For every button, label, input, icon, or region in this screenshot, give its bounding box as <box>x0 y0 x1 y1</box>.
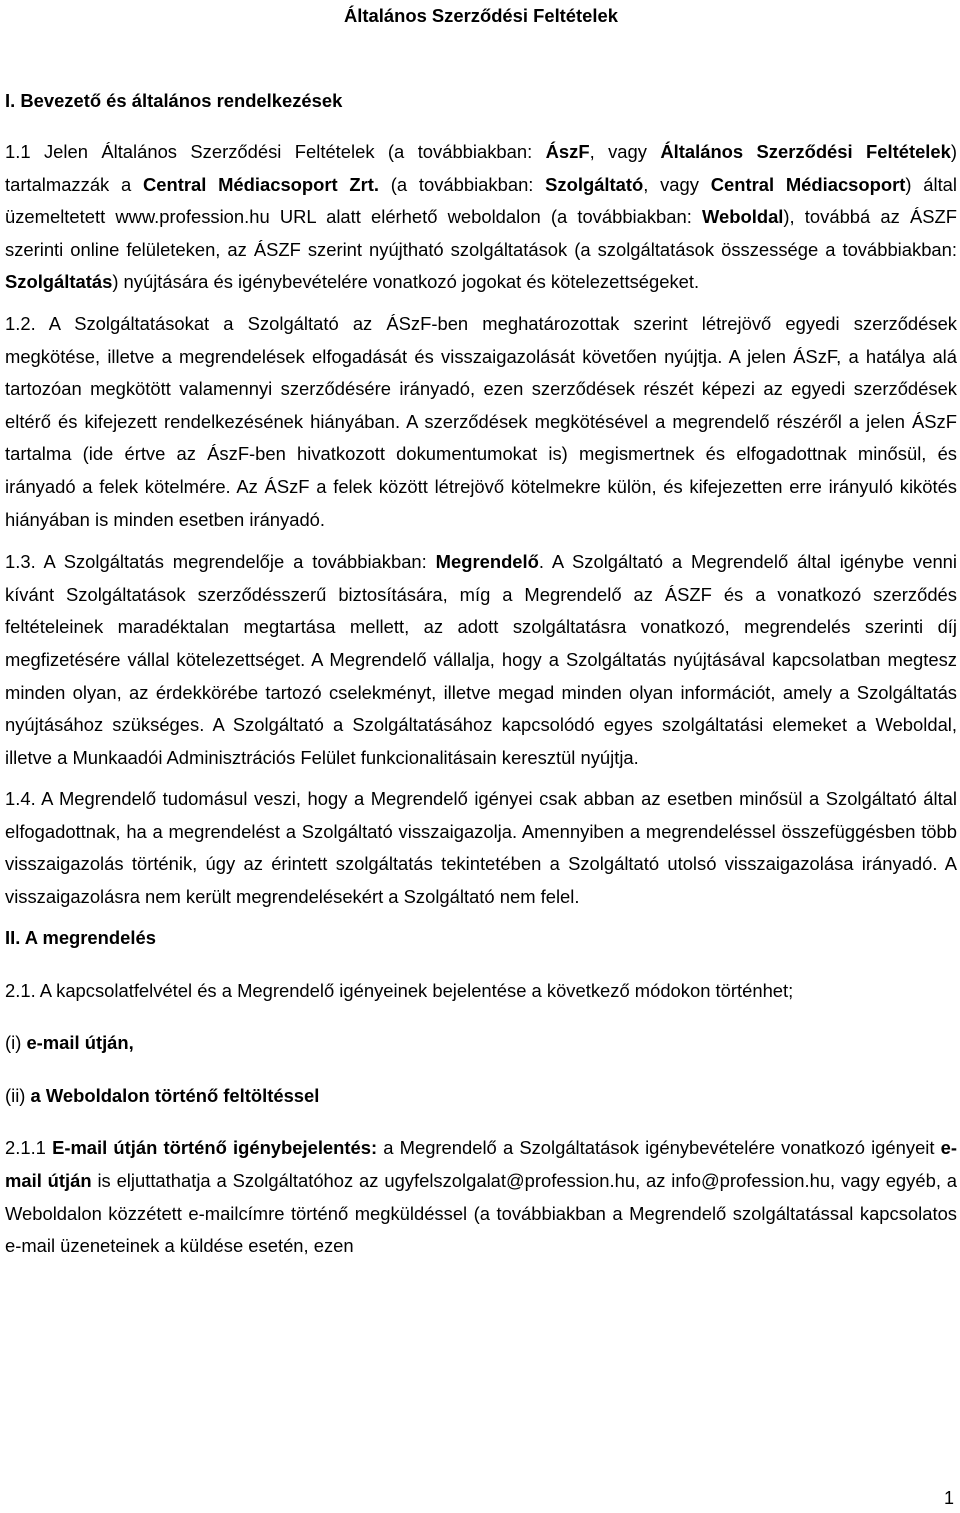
text-run: ) nyújtására és igénybevételére vonatkozó jogokat és kötelezettségeket. <box>112 271 700 293</box>
section-heading-2: II. A megrendelés <box>5 926 156 948</box>
document-title: Általános Szerződési Feltételek <box>344 5 618 26</box>
text-run: 2.1.1 <box>5 1137 53 1159</box>
text-run: ) által üzemeltetett www.profession.hu URL alatt elérhető weboldalon (a továbbiakban: <box>5 173 958 228</box>
bold-term: Szolgáltatás <box>5 271 113 293</box>
text-run: 1.3. A Szolgáltatás megrendelője a továbbiakban: <box>5 551 436 573</box>
bold-term: Általános Szerződési Feltételek <box>660 141 951 162</box>
paragraph-1-3 <box>5 546 957 774</box>
bold-term: a Weboldalon történő feltöltéssel <box>30 1084 320 1106</box>
bold-term: Central Médiacsoport <box>710 173 906 195</box>
bold-term: Weboldal <box>702 206 784 228</box>
document-page <box>5 0 957 1263</box>
option-prefix: (i) <box>5 1032 27 1054</box>
paragraph-1-1 <box>5 136 957 299</box>
paragraph-1-4: 1.4. A Megrendelő tudomásul veszi, hogy a Megrendelő igényei csak abban az esetben minősül a Szolgáltató által elfogadottnak, ha a megrendelést a Szolgáltató visszaigazolja. Amennyiben a megrendeléssel összefüggésben több visszaigazolás történik, úgy az érintett szolgáltatás tekintetében a Szolgáltató utolsó visszaigazolása irányadó. A visszaigazolásra nem került megrendelésekért a Szolgáltató nem felel. <box>5 788 957 908</box>
text-run: 1.1 Jelen Általános Szerződési Feltételek (a továbbiakban: <box>5 141 546 162</box>
section-heading-1: I. Bevezető és általános rendelkezések <box>5 90 343 111</box>
text-run: a Megrendelő a Szolgáltatások igénybevételére vonatkozó igényeit <box>377 1137 941 1159</box>
bold-term: e-mail útján, <box>26 1032 134 1054</box>
bold-term: E-mail útján történő igénybejelentés: <box>52 1137 378 1159</box>
paragraph-2-1-1 <box>5 1132 957 1262</box>
bold-term: Megrendelő <box>435 551 539 573</box>
spacer <box>5 115 957 136</box>
option-website-upload <box>5 1080 957 1113</box>
option-prefix: (ii) <box>5 1084 31 1106</box>
text-run: ), továbbá az ÁSZF szerinti online felületeken, az ÁSZF szerint nyújtható szolgáltatások (a szolgáltatások összessége a továbbiakban: <box>5 206 957 260</box>
option-email <box>5 1027 957 1060</box>
page-number: 1 <box>943 1488 954 1508</box>
bold-term: Central Médiacsoport Zrt. <box>142 173 380 195</box>
text-run: , vagy <box>589 141 661 162</box>
bold-term: e-mail útján <box>5 1137 958 1192</box>
text-run: ) tartalmazzák a <box>5 141 957 195</box>
text-run: (a továbbiakban: <box>379 173 546 195</box>
text-run: . A Szolgáltató a Megrendelő által igénybe venni kívánt Szolgáltatások szerződésszerű biztosítására, míg a Megrendelő az ÁSZF és a vonatkozó szerződés feltételeinek maradéktalan megtartása mellett, az adott szolgáltatásra vonatkozó, megrendelés szerinti díj megfizetésére vállal kötelezettséget. A Megrendelő vállalja, hogy a Szolgáltatás nyújtásával kapcsolatban megtesz minden olyan, az érdekkörébe tartozó cselekményt, illetve megad minden olyan információt, amely a Szolgáltatás nyújtásához szükséges. A Szolgáltató a Szolgáltatásához kapcsolódó egyes szolgáltatási elemeket a Weboldal, illetve a Munkaadói Adminisztrációs Felület funkcionalitásain keresztül nyújtja. <box>5 551 957 768</box>
bold-term: ÁszF <box>545 141 590 162</box>
text-run: is eljuttathatja a Szolgáltatóhoz az ugyfelszolgalat@profession.hu, az info@profession.hu, vagy egyéb, a Weboldalon közzétett e-mailcímre történő megküldéssel (a továbbiakban a Megrendelő szolgáltatással kapcsolatos e-mail üzeneteinek a küldése esetén, ezen <box>5 1170 958 1257</box>
spacer <box>5 30 957 86</box>
paragraph-1-2: 1.2. A Szolgáltatásokat a Szolgáltató az ÁSzF-ben meghatározottak szerint létrejövő egyedi szerződések megkötése, illetve a megrendelések elfogadását és visszaigazolását követően nyújtja. A jelen ÁSzF, a hatálya alá tartozóan megkötött valamennyi szerződésére irányadó, ezen szerződések részét képezi az egyedi szerződések eltérő és kifejezett rendelkezésének hiányában. A szerződések megkötésével a megrendelő részéről a jelen ÁSzF tartalma (ide értve az ÁszF-ben hivatkozott dokumentumokat is) megismertnek és elfogadottnak minősül, és irányadó a felek kötelmére. Az ÁSzF a felek között létrejövő kötelmekre külön, és kifejezetten erre irányuló kikötés hiányában is minden esetben irányadó. <box>5 312 957 530</box>
text-run: , vagy <box>643 173 711 195</box>
bold-term: Szolgáltató <box>545 173 644 195</box>
paragraph-2-1: 2.1. A kapcsolatfelvétel és a Megrendelő igényeinek bejelentése a következő módokon történhet; <box>5 979 794 1001</box>
